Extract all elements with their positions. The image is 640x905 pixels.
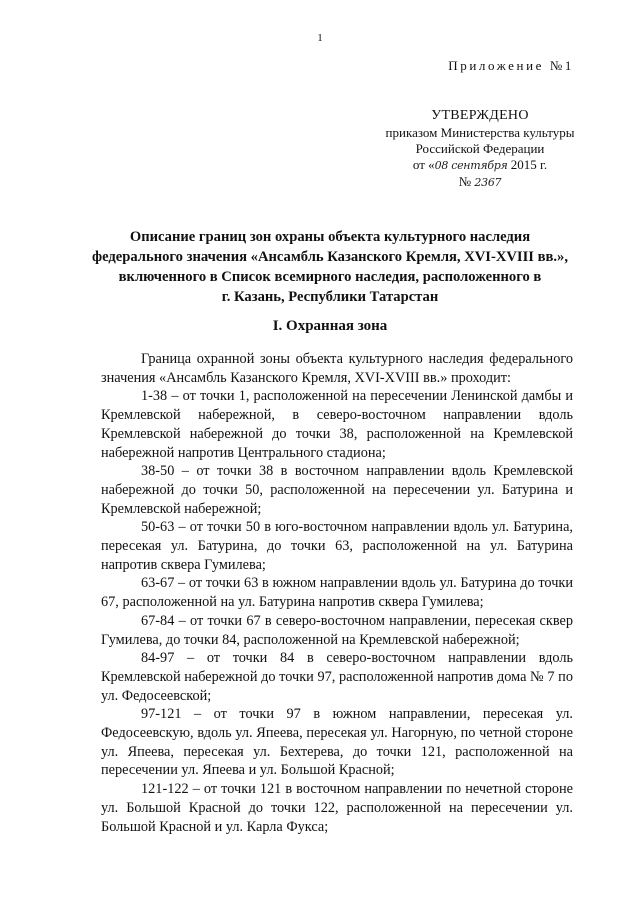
approval-ministry-line: Российской Федерации xyxy=(415,141,545,156)
paragraph: Граница охранной зоны объекта культурного наследия федерального значения «Ансамбль Казанского Кремля, XVI-XVIII вв.» проходит: xyxy=(101,351,573,386)
title-line-1: Описание границ зон охраны объекта культурного наследия xyxy=(129,229,531,245)
document-title xyxy=(90,227,570,307)
approval-heading: УТВЕРЖДЕНО xyxy=(431,108,529,123)
date-suffix: 2015 г. xyxy=(507,157,548,172)
title-line-3: включенного в Список всемирного наследия, расположенного в xyxy=(118,269,542,285)
paragraph: 1-38 – от точки 1, расположенной на пересечении Ленинской дамбы и Кремлевской набережной, в северо-восточном направлении вдоль Кремлевской набережной до точки 38, расположенной на Кремлевской набережной напротив Центрального стадиона; xyxy=(101,388,573,461)
title-line-2: федерального значения «Ансамбль Казанского Кремля, XVI-XVIII вв.», xyxy=(92,249,568,265)
paragraph: 63-67 – от точки 63 в южном направлении вдоль ул. Батурина до точки 67, расположенной на ул. Батурина напротив сквера Гумилева; xyxy=(101,575,573,611)
paragraph: 38-50 – от точки 38 в восточном направлении вдоль Кремлевской набережной до точки 50, расположенной на пересечении ул. Батурина и Кремлевской набережной; xyxy=(101,463,573,517)
approval-number-line xyxy=(370,174,590,191)
date-prefix: от « xyxy=(412,157,435,172)
title-line-4: г. Казань, Республики Татарстан xyxy=(221,289,439,305)
section-heading: I. Охранная зона xyxy=(272,318,388,334)
document-body xyxy=(101,350,573,836)
paragraph: 50-63 – от точки 50 в юго-восточном направлении вдоль ул. Батурина, пересекая ул. Батурина, до точки 63, расположенной на ул. Батурина напротив сквера Гумилева; xyxy=(101,519,573,573)
approval-date-line xyxy=(370,157,590,174)
appendix-label: Приложение №1 xyxy=(448,58,574,73)
paragraph: 84-97 – от точки 84 в северо-восточном направлении вдоль Кремлевской набережной до точки 97, расположенной напротив дома № 7 по ул. Федосеевской; xyxy=(101,650,573,704)
number-prefix: № xyxy=(458,174,475,189)
paragraph: 67-84 – от точки 67 в северо-восточном направлении, пересекая сквер Гумилева, до точки 84, расположенной на Кремлевской набережной; xyxy=(101,612,573,648)
handwritten-date: 08 сентября xyxy=(434,159,508,172)
approval-block xyxy=(370,108,590,191)
paragraph: 121-122 – от точки 121 в восточном направлении по нечетной стороне ул. Большой Красной до точки 122, расположенной на пересечении ул. Большой Красной и ул. Карла Фукса; xyxy=(101,781,573,835)
handwritten-number: 2367 xyxy=(474,176,502,189)
page-number: 1 xyxy=(317,32,323,44)
approval-order-line: приказом Министерства культуры xyxy=(385,125,575,140)
paragraph: 97-121 – от точки 97 в южном направлении, пересекая ул. Федосеевскую, вдоль ул. Япеева, пересекая ул. Нагорную, по четной стороне ул. Япеева, пересекая ул. Бехтерева, до точки 121, расположенной на пересечении ул. Япеева и ул. Большой Красной; xyxy=(101,706,573,779)
